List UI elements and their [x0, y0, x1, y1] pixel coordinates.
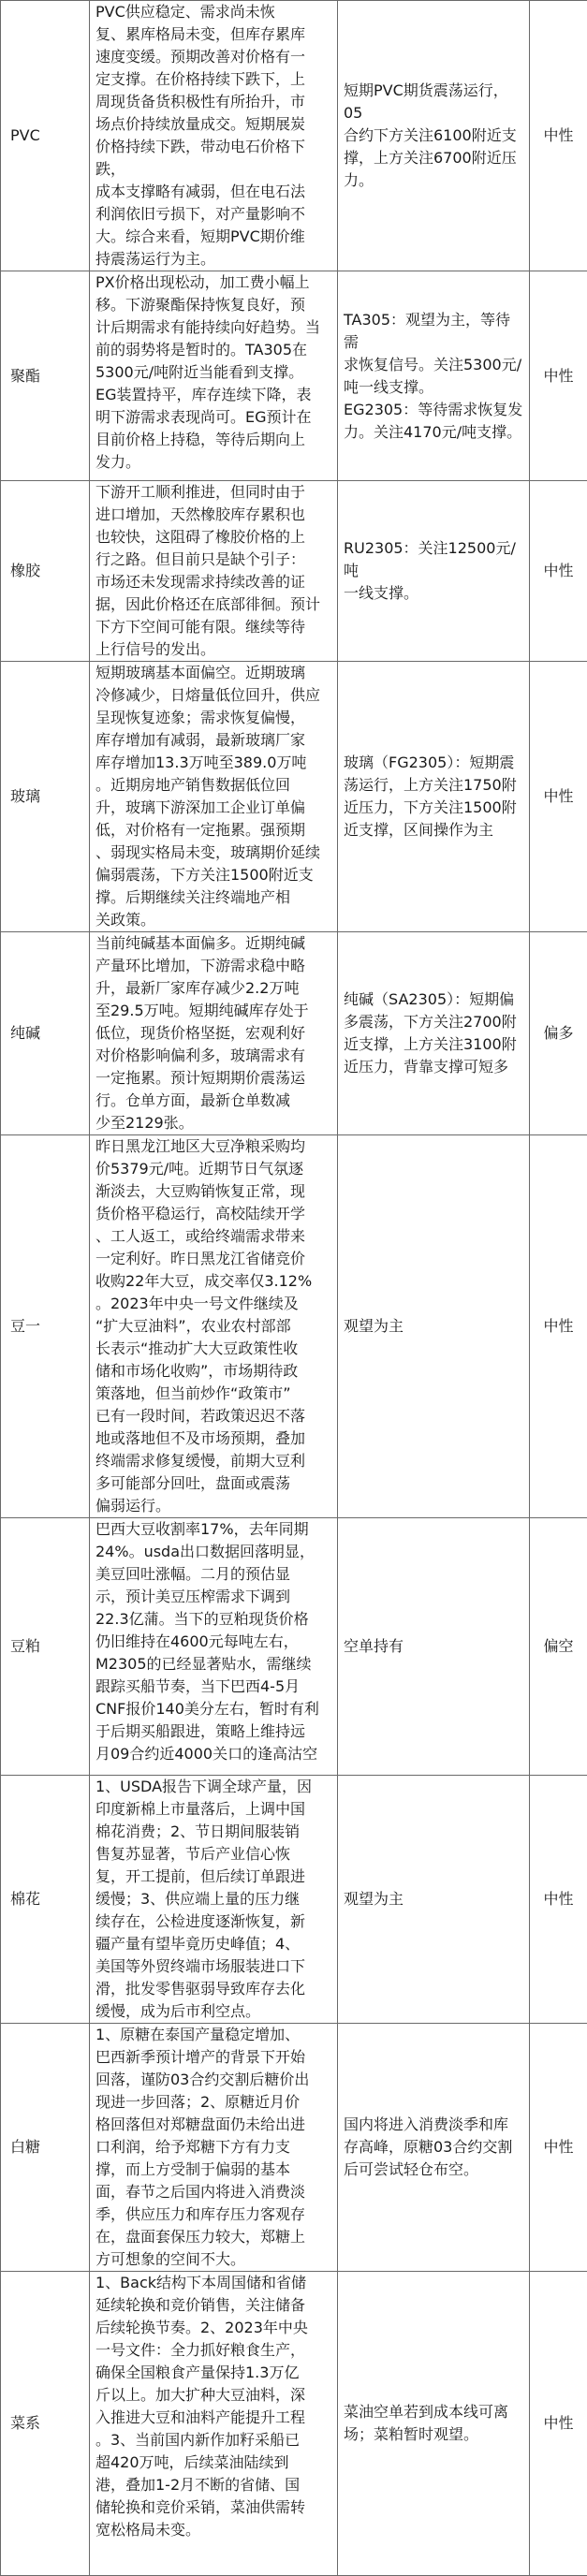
rating: 中性 — [530, 481, 587, 662]
strategy-view: RU2305：关注12500元/吨 一线支撑。 — [338, 481, 530, 662]
fundamental-analysis: 1、Back结构下本周国储和省储 延续轮换和竞价销售，关注储备 后续轮换节奏。2、2023年中央 一号文件：全力抓好粮食生产， 确保全国粮食产量保持1.3万亿 斤以上。加大扩种大豆油料，深 入推进大豆和油料产能提升工程 。3、当前国内新作加籽采船已 超420万吨，后续菜油陆续到 港，叠加1-2月不断的省储、国 储轮换和竞价采销，菜油供需转 宽松格局未变。 — [90, 2272, 338, 2576]
strategy-view: 国内将进入消费淡季和库 存高峰，原糖03合约交割 后可尝试轻仓布空。 — [338, 2024, 530, 2272]
fundamental-analysis: 昨日黑龙江地区大豆净粮采购均 价5379元/吨。近期节日气氛逐 渐淡去，大豆购销恢复正常，现 货价格平稳运行，高校陆续开学 、工人返工，或给终端需求带来 一定利好。昨日黑龙江省储竞价 收购22年大豆，成交率仅3.12% 。2023年中央一号文件继续及 “扩大豆油料”，农业农村部部 长表示“推动扩大大豆政策性收 储和市场化收购”，市场期待政 策落地，但当前炒作“政策市” 已有一段时间，若政策迟迟不落 地或落地但不及市场预期，叠加 终端需求修复缓慢，前期大豆利 多可能部分回吐，盘面或震荡 偏弱运行。 — [90, 1135, 338, 1518]
strategy-view: TA305：观望为主，等待需 求恢复信号。关注5300元/ 吨一线支撑。 EG2305：等待需求恢复发 力。关注4170元/吨支撑。 — [338, 271, 530, 481]
table-row-glass — [1, 662, 587, 932]
table-row-rubber — [1, 481, 587, 662]
table-row-soybean-meal — [1, 1518, 587, 1776]
strategy-view: 纯碱（SA2305）：短期偏 多震荡，下方关注2700附 近支撑，上方关注3100附 近压力，背靠支撑可短多 — [338, 932, 530, 1135]
table-row-cotton — [1, 1776, 587, 2024]
table-row-soda-ash — [1, 932, 587, 1135]
rating: 中性 — [530, 271, 587, 481]
commodity-name: PVC — [1, 1, 90, 271]
fundamental-analysis: PX价格出现松动，加工费小幅上 移。下游聚酯保持恢复良好，预 计后期需求有能持续向好趋势。当 前的弱势将是暂时的。TA305在 5300元/吨附近当能看到支撑。 EG装置持平，库存连续下降，表 明下游需求表现尚可。EG预计在 目前价格上持稳，等待后期向上 发力。 — [90, 271, 338, 481]
rating: 中性 — [530, 1, 587, 271]
commodity-name: 聚酯 — [1, 271, 90, 481]
table-row-sugar — [1, 2024, 587, 2272]
commodity-name: 菜系 — [1, 2272, 90, 2576]
table-row-rapeseed — [1, 2272, 587, 2576]
fundamental-analysis: 巴西大豆收割率17%，去年同期 24%。usda出口数据回落明显， 美豆回吐涨幅。二月的预估显 示，预计美豆压榨需求下调到 22.3亿蒲。当下的豆粕现货价格 仍旧维持在4600元每吨左右， M2305的已经显著贴水，需继续 跟踪买船节奏，当下巴西4-5月 CNF报价140美分左右，暂时有利 于后期买船跟进，策略上维持远 月09合约近4000关口的逢高沽空 — [90, 1518, 338, 1776]
fundamental-analysis: 下游开工顺利推进，但同时由于 进口增加，天然橡胶库存累积也 也较快，这阻碍了橡胶价格的上 行之路。但目前只是缺个引子： 市场还未发现需求持续改善的证 据，因此价格还在底部徘徊。预计 下方下空间可能有限。继续等待 上行信号的发出。 — [90, 481, 338, 662]
rating: 中性 — [530, 2272, 587, 2576]
fundamental-analysis: PVC供应稳定、需求尚未恢 复、累库格局未变，但库存累库 速度变缓。预期改善对价格有一 定支撑。在价格持续下跌下，上 周现货备货积极性有所抬升，市 场点价持续放量成交。短期展炭 价格持续下跌，带动电石价格下跌， 成本支撑略有减弱，但在电石法 利润依旧亏损下，对产量影响不 大。综合来看，短期PVC期价维 持震荡运行为主。 — [90, 1, 338, 271]
commodity-name: 棉花 — [1, 1776, 90, 2024]
strategy-view: 短期PVC期货震荡运行，05 合约下方关注6100附近支 撑，上方关注6700附近压 力。 — [338, 1, 530, 271]
strategy-view: 空单持有 — [338, 1518, 530, 1776]
fundamental-analysis: 1、原糖在泰国产量稳定增加、 巴西新季预计增产的背景下开始 回落，谨防03合约交割后糖价出 现进一步回落；2、原糖近月价 格回落但对郑糖盘面仍未给出进 口利润，给予郑糖下方有力支 撑，而上方受制于偏弱的基本 面，春节之后国内将进入消费淡 季，供应压力和库存压力客观存 在，盘面套保压力较大，郑糖上 方可想象的空间不大。 — [90, 2024, 338, 2272]
fundamental-analysis: 1、USDA报告下调全球产量，因 印度新棉上市量落后，上调中国 棉花消费；2、节日期间服装销 售复苏显著，节后产业信心恢 复，开工提前，但后续订单跟进 缓慢；3、供应端上量的压力继 续存在，公检进度逐渐恢复，新 疆产量有望毕竟历史峰值；4、 美国等外贸终端市场服装进口下 滑，批发零售驱弱导致库存去化 缓慢，成为后市利空点。 — [90, 1776, 338, 2024]
commodity-name: 豆粕 — [1, 1518, 90, 1776]
fundamental-analysis: 当前纯碱基本面偏多。近期纯碱 产量环比增加，下游需求稳中略 升，最新厂家库存减少2.2万吨 至29.5万吨。短期纯碱库存处于 低位，现货价格坚挺，宏观利好 对价格影响偏利多，玻璃需求有 一定拖累。预计短期期价震荡运 行。仓单方面，最新仓单数减 少至2129张。 — [90, 932, 338, 1135]
fundamental-analysis: 短期玻璃基本面偏空。近期玻璃 冷修减少，日熔量低位回升，供应 呈现恢复迹象；需求恢复偏慢， 库存增加有减弱，最新玻璃厂家 库存增加13.3万吨至389.0万吨 。近期房地产销售数据低位回 升，玻璃下游深加工企业订单偏 低，对价格有一定拖累。强预期 、弱现实格局未变，玻璃期价延续 偏弱震荡，下方关注1500附近支 撑。后期继续关注终端地产相 关政策。 — [90, 662, 338, 932]
strategy-view: 玻璃（FG2305）：短期震 荡运行，上方关注1750附 近压力，下方关注1500附 近支撑，区间操作为主 — [338, 662, 530, 932]
table-row-pvc — [1, 1, 587, 271]
strategy-view: 菜油空单若到成本线可离 场；菜粕暂时观望。 — [338, 2272, 530, 2576]
commodity-name: 纯碱 — [1, 932, 90, 1135]
rating: 偏多 — [530, 932, 587, 1135]
table-row-soybean-1 — [1, 1135, 587, 1518]
commodity-name: 白糖 — [1, 2024, 90, 2272]
rating: 偏空 — [530, 1518, 587, 1776]
commodity-name: 玻璃 — [1, 662, 90, 932]
rating: 中性 — [530, 2024, 587, 2272]
rating: 中性 — [530, 1776, 587, 2024]
rating: 中性 — [530, 1135, 587, 1518]
strategy-view: 观望为主 — [338, 1776, 530, 2024]
commodity-name: 橡胶 — [1, 481, 90, 662]
rating: 中性 — [530, 662, 587, 932]
commodity-name: 豆一 — [1, 1135, 90, 1518]
strategy-view: 观望为主 — [338, 1135, 530, 1518]
table-row-polyester — [1, 271, 587, 481]
